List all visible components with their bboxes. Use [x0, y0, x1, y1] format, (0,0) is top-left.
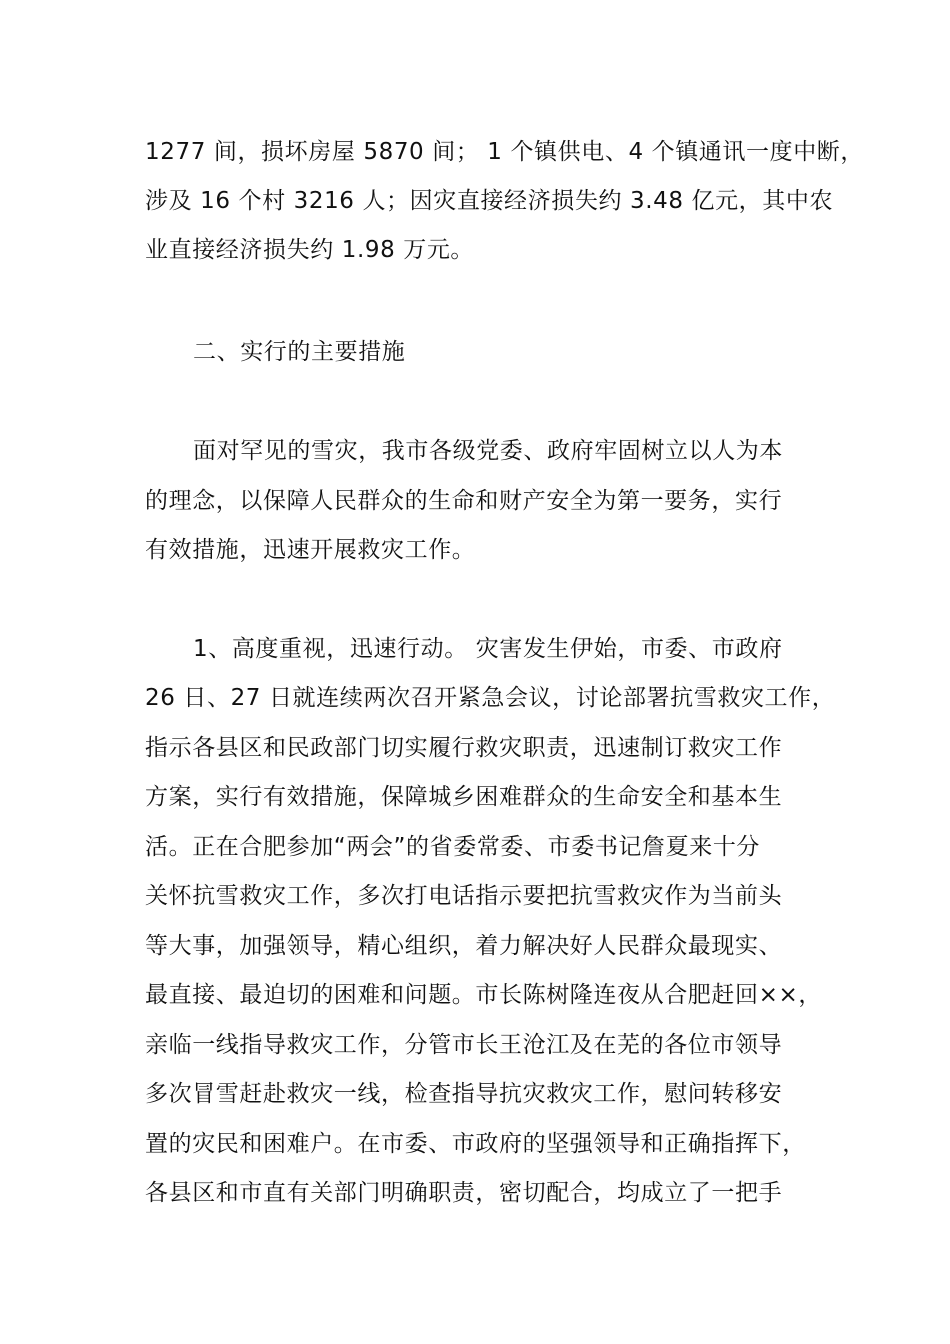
paragraph-3-line-1: 1、高度重视，迅速行动。 灾害发生伊始，市委、市政府	[193, 636, 783, 662]
paragraph-2-line-1: 面对罕见的雪灾，我市各级党委、政府牢固树立以人为本	[193, 438, 783, 464]
paragraph-3-line-10: 多次冒雪赶赴救灾一线，检查指导抗灾救灾工作，慰问转移安	[145, 1081, 783, 1107]
paragraph-2-line-2: 的理念，以保障人民群众的生命和财产安全为第一要务，实行	[145, 488, 783, 514]
paragraph-3-line-2: 26 日、27 日就连续两次召开紧急会议，讨论部署抗雪救灾工作，	[145, 685, 836, 711]
paragraph-1-line-1: 1277 间，损坏房屋 5870 间； 1 个镇供电、4 个镇通讯一度中断，	[145, 139, 864, 165]
paragraph-3-line-9: 亲临一线指导救灾工作，分管市长王沧江及在芜的各位市领导	[145, 1032, 783, 1058]
paragraph-3-line-5: 活。正在合肥参加“两会”的省委常委、市委书记詹夏来十分	[145, 834, 761, 860]
paragraph-3-line-4: 方案，实行有效措施，保障城乡困难群众的生命安全和基本生	[145, 784, 783, 810]
paragraph-3-line-6: 关怀抗雪救灾工作，多次打电话指示要把抗雪救灾作为当前头	[145, 883, 783, 909]
paragraph-3-line-7: 等大事，加强领导，精心组织，着力解决好人民群众最现实、	[145, 933, 783, 959]
paragraph-2-line-3: 有效措施，迅速开展救灾工作。	[145, 537, 476, 563]
paragraph-3-line-11: 置的灾民和困难户。在市委、市政府的坚强领导和正确指挥下，	[145, 1131, 806, 1157]
paragraph-3-line-12: 各县区和市直有关部门明确职责，密切配合，均成立了一把手	[145, 1180, 783, 1206]
paragraph-1-line-3: 业直接经济损失约 1.98 万元。	[145, 237, 475, 263]
paragraph-3-line-3: 指示各县区和民政部门切实履行救灾职责，迅速制订救灾工作	[145, 735, 783, 761]
paragraph-3-line-8: 最直接、最迫切的困难和问题。市长陈树隆连夜从合肥赶回××，	[145, 982, 822, 1008]
section-heading: 二、实行的主要措施	[193, 339, 406, 365]
paragraph-1-line-2: 涉及 16 个村 3216 人；因灾直接经济损失约 3.48 亿元，其中农	[145, 188, 834, 214]
